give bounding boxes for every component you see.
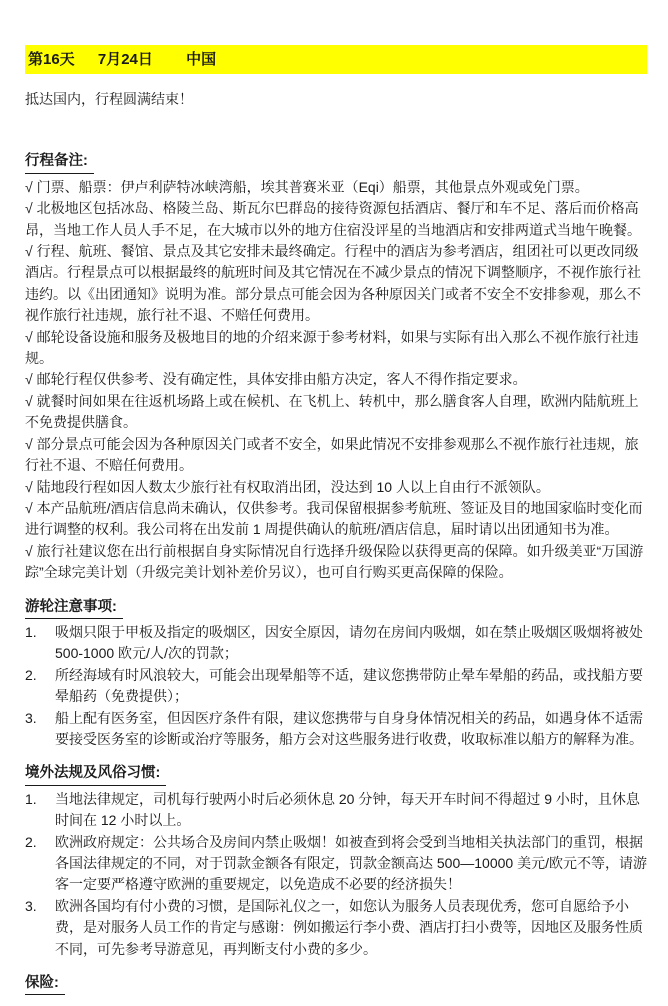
section-title-text: 保险: [25, 973, 65, 995]
sections-container [25, 151, 647, 995]
check-item-text: 门票、船票：伊卢利萨特冰峡湾船，埃其普赛米亚（Eqi）船票，其他景点外观或免门票。 [36, 178, 589, 195]
item-number: 1. [25, 623, 37, 640]
check-mark-icon: √ [25, 328, 37, 345]
check-item [25, 434, 647, 477]
numbered-item [25, 708, 647, 751]
check-mark-icon: √ [25, 243, 37, 260]
check-mark-icon: √ [25, 478, 37, 495]
item-text: 吸烟只限于甲板及指定的吸烟区，因安全原因，请勿在房间内吸烟，如在禁止吸烟区吸烟将被处 500-1000 欧元/人/次的罚款； [55, 623, 643, 662]
check-mark-icon: √ [25, 542, 37, 559]
check-item [25, 477, 647, 498]
country-label: 中国 [186, 51, 217, 68]
numbered-item [25, 896, 647, 960]
section-title-text: 境外法规及风俗习惯: [25, 763, 166, 785]
check-item-text: 陆地段行程如因人数太少旅行社有权取消出团，没达到 10 人以上自由行不派领队。 [36, 478, 550, 495]
item-number: 3. [25, 709, 37, 726]
section-foreign-laws-customs [25, 763, 647, 960]
check-item [25, 369, 647, 390]
check-item-text: 邮轮行程仅供参考、没有确定性，具体安排由船方决定，客人不得作指定要求。 [36, 371, 527, 388]
item-number: 2. [25, 666, 37, 683]
check-item [25, 177, 647, 198]
check-mark-icon: √ [25, 178, 37, 195]
item-number: 2. [25, 833, 37, 850]
check-mark-icon: √ [25, 435, 37, 452]
section-title [25, 973, 647, 995]
check-mark-icon: √ [25, 200, 37, 217]
numbered-item [25, 622, 647, 665]
section-title [25, 763, 647, 785]
check-item [25, 198, 647, 241]
check-item-text: 北极地区包括冰岛、格陵兰岛、斯瓦尔巴群岛的接待资源包括酒店、餐厅和车不足、落后而价格高昂，当地工作人员人手不足，在大城市以外的地方住宿没评星的当地酒店和安排两道式当地午晚餐。 [25, 200, 641, 238]
check-mark-icon: √ [25, 371, 37, 388]
item-text: 所经海域有时风浪较大，可能会出现晕船等不适，建议您携带防止晕车晕船的药品，或找船方要晕船药（免费提供）； [55, 666, 643, 705]
item-text: 欧洲政府规定：公共场合及房间内禁止吸烟！如被查到将会受到当地相关执法部门的重罚，根据各国法律规定的不同，对于罚款金额各有限定，罚款金额高达 500—10000 美元/欧元不等，请游客一定要严格遵守欧洲的重要规定，以免造成不必要的经济损失！ [55, 833, 647, 893]
section-cruise-notes [25, 597, 647, 751]
item-number: 1. [25, 790, 37, 807]
section-title-text: 行程备注: [25, 151, 94, 173]
numbered-item [25, 789, 647, 832]
check-item [25, 498, 647, 541]
item-text: 船上配有医务室，但因医疗条件有限，建议您携带与自身身体情况相关的药品，如遇身体不适需要接受医务室的诊断或治疗等服务，船方会对这些服务进行收费，收取标准以船方的解释为准。 [55, 709, 643, 747]
section-title [25, 597, 647, 619]
check-mark-icon: √ [25, 499, 37, 516]
section-title [25, 151, 647, 173]
section-title-text: 游轮注意事项: [25, 597, 123, 619]
item-text: 当地法律规定，司机每行驶两小时后必须休息 20 分钟，每天开车时间不得超过 9 小时，且休息时间在 12 小时以上。 [55, 790, 640, 829]
check-item [25, 541, 647, 584]
item-number: 3. [25, 897, 37, 914]
check-item [25, 391, 647, 434]
check-mark-icon: √ [25, 392, 37, 409]
check-item-text: 行程、航班、餐馆、景点及其它安排未最终确定。行程中的酒店为参考酒店，组团社可以更改同级酒店。行程景点可以根据最终的航班时间及其它情况在不减少景点的情况下调整顺序，不视作旅行社违约。以《出团通知》说明为准。部分景点可能会因为各种原因关门或者不安全不安排参观，那么不视作旅行社违规，旅行社不退、不赔任何费用。 [25, 243, 641, 324]
arrival-note: 抵达国内，行程圆满结束！ [25, 91, 193, 107]
check-item-text: 旅行社建议您在出行前根据自身实际情况自行选择升级保险以获得更高的保障。如升级美亚“万国游踪”全球完美计划（升级完美计划补差价另议），也可自行购买更高保障的保险。 [25, 542, 644, 581]
check-item-text: 邮轮设备设施和服务及极地目的地的介绍来源于参考材料，如果与实际有出入那么不视作旅行社违规。 [25, 328, 639, 367]
travel-itinerary-document [0, 45, 668, 1006]
check-item [25, 327, 647, 370]
check-item [25, 241, 647, 327]
section-itinerary-notes [25, 151, 647, 583]
check-item-text: 部分景点可能会因为各种原因关门或者不安全，如果此情况不安排参观那么不视作旅行社违规，旅行社不退、不赔任何费用。 [25, 435, 639, 474]
numbered-item [25, 665, 647, 708]
check-item-text: 就餐时间如果在往返机场路上或在候机、在飞机上、转机中，那么膳食客人自理，欧洲内陆航班上不免费提供膳食。 [25, 392, 639, 431]
date-label: 7月24日 [97, 51, 153, 68]
day-header-bar [25, 45, 647, 74]
check-item-text: 本产品航班/酒店信息尚未确认，仅供参考。我司保留根据参考航班、签证及目的地国家临时变化而进行调整的权利。我公司将在出发前 1 周提供确认的航班/酒店信息，届时请以出团通知书为准。 [25, 499, 643, 538]
section-insurance [25, 973, 647, 995]
day-label: 第16天 [28, 51, 75, 68]
item-text: 欧洲各国均有付小费的习惯，是国际礼仪之一，如您认为服务人员表现优秀，您可自愿给予小费，是对服务人员工作的肯定与感谢：例如搬运行李小费、酒店打扫小费等，因地区及服务性质不同，可先参考导游意见，再判断支付小费的多少。 [55, 897, 643, 957]
numbered-item [25, 832, 647, 896]
